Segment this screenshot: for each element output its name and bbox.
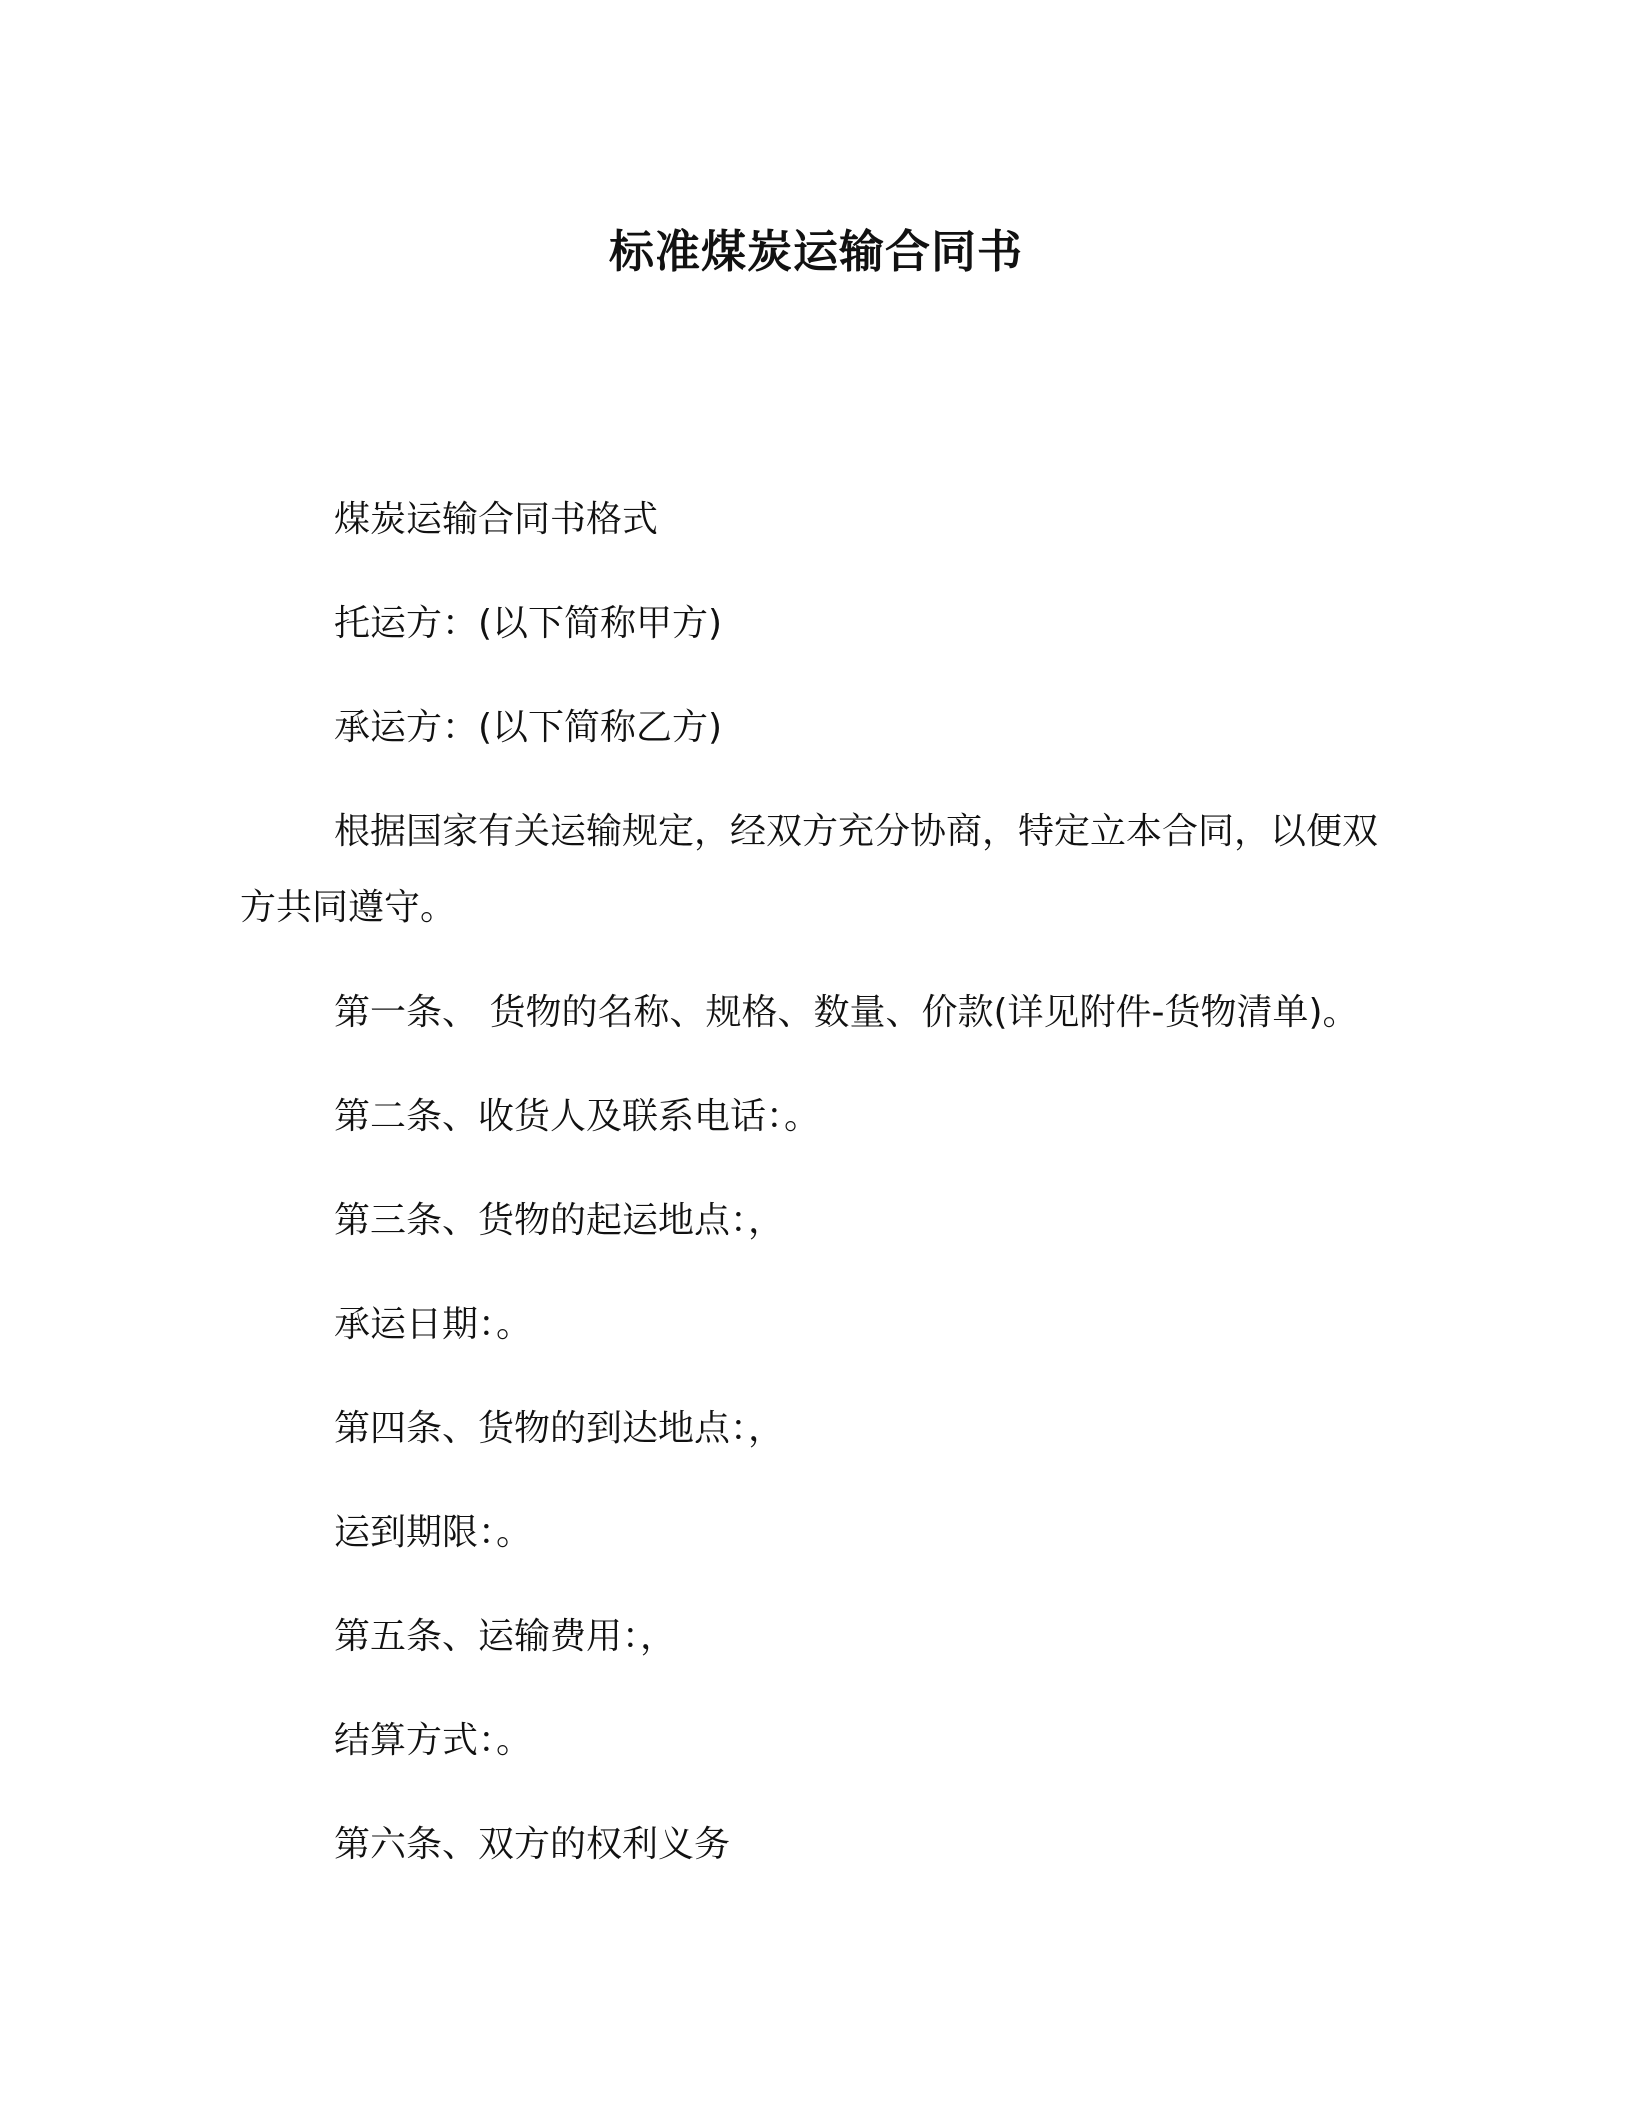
- paragraph-article-1: 第一条、 货物的名称、规格、数量、价款(详见附件-货物清单)。: [334, 992, 1359, 1033]
- document-title: 标准煤炭运输合同书: [608, 225, 1023, 278]
- paragraph-article-2: 第二条、收货人及联系电话：。: [334, 1096, 821, 1137]
- paragraph-article-4: 第四条、货物的到达地点：，: [334, 1408, 785, 1449]
- paragraph-article-5: 第五条、运输费用：，: [334, 1616, 677, 1657]
- paragraph-carrier: 承运方：(以下简称乙方): [334, 707, 723, 748]
- paragraph-article-6: 第六条、双方的权利义务: [334, 1824, 731, 1865]
- paragraph-delivery-deadline: 运到期限：。: [334, 1512, 533, 1553]
- paragraph-preamble: 根据国家有关运输规定，经双方充分协商，特定立本合同，以便双方共同遵守。: [240, 811, 1379, 928]
- paragraph-article-3: 第三条、货物的起运地点：，: [334, 1200, 785, 1241]
- paragraph-consignor: 托运方：(以下简称甲方): [334, 603, 723, 644]
- paragraph-shipping-date: 承运日期：。: [334, 1304, 533, 1345]
- paragraph-format-heading: 煤炭运输合同书格式: [334, 499, 659, 540]
- paragraph-settlement: 结算方式：。: [334, 1720, 533, 1761]
